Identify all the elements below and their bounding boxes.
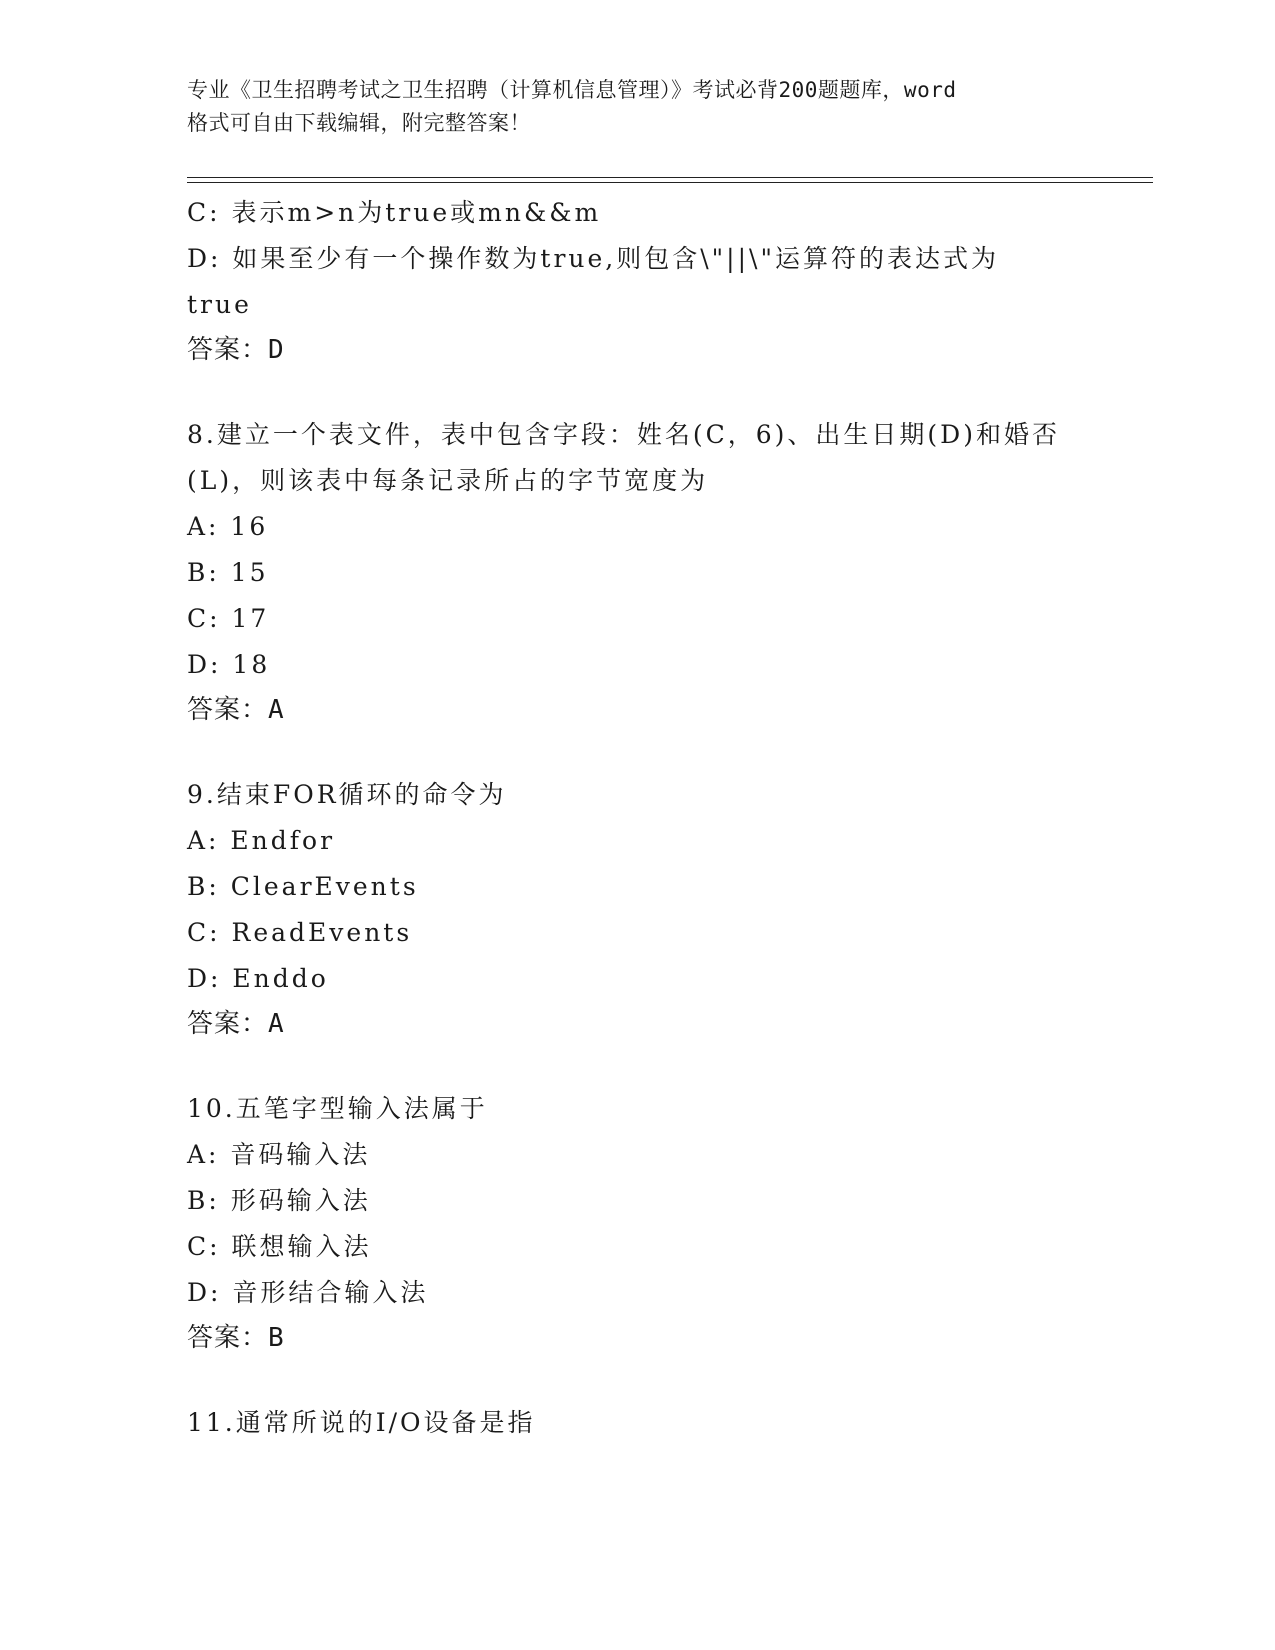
question-8 bbox=[187, 412, 1087, 732]
answer: 答案：D bbox=[187, 335, 285, 365]
option-d-continued: true bbox=[187, 290, 252, 319]
option-c: C: 联想输入法 bbox=[187, 1232, 372, 1261]
option-c: C: ReadEvents bbox=[187, 918, 413, 947]
header-line-1: 专业《卫生招聘考试之卫生招聘（计算机信息管理）》考试必背200题题库，word bbox=[187, 78, 957, 102]
option-b: B: 15 bbox=[187, 558, 269, 587]
question-text: 9.结束FOR循环的命令为 bbox=[187, 780, 507, 809]
document-header bbox=[187, 74, 1087, 140]
question-text-continued: (L)，则该表中每条记录所占的字节宽度为 bbox=[187, 466, 709, 495]
header-divider-bottom bbox=[187, 182, 1153, 183]
option-d: D: 18 bbox=[187, 650, 271, 679]
option-d: D: 音形结合输入法 bbox=[187, 1278, 429, 1307]
question-text: 10.五笔字型输入法属于 bbox=[187, 1094, 488, 1123]
option-b: B: ClearEvents bbox=[187, 872, 419, 901]
option-c: C: 表示m>n为true或mn&&m bbox=[187, 198, 602, 227]
question-7 bbox=[187, 190, 1087, 372]
question-text: 8.建立一个表文件，表中包含字段：姓名(C，6)、出生日期(D)和婚否 bbox=[187, 420, 1060, 449]
option-a: A: 音码输入法 bbox=[187, 1140, 371, 1169]
option-a: A: Endfor bbox=[187, 826, 336, 855]
answer: 答案：A bbox=[187, 695, 285, 725]
question-list bbox=[187, 190, 1087, 1446]
option-a: A: 16 bbox=[187, 512, 269, 541]
answer: 答案：A bbox=[187, 1009, 285, 1039]
answer: 答案：B bbox=[187, 1323, 285, 1353]
option-d: D: 如果至少有一个操作数为true,则包含\"||\"运算符的表达式为 bbox=[187, 244, 999, 273]
question-11 bbox=[187, 1400, 1087, 1446]
question-10 bbox=[187, 1086, 1087, 1360]
question-9 bbox=[187, 772, 1087, 1046]
option-b: B: 形码输入法 bbox=[187, 1186, 371, 1215]
question-text: 11.通常所说的I/O设备是指 bbox=[187, 1408, 536, 1437]
header-line-2: 格式可自由下载编辑，附完整答案！ bbox=[187, 111, 531, 135]
option-c: C: 17 bbox=[187, 604, 270, 633]
header-divider-top bbox=[187, 177, 1153, 178]
option-d: D: Enddo bbox=[187, 964, 329, 993]
